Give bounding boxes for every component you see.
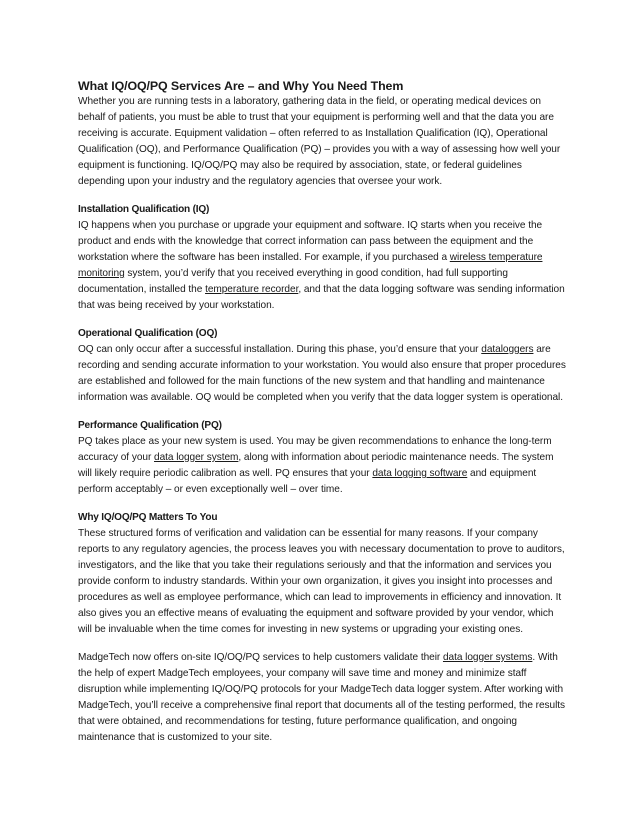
why-heading: Why IQ/OQ/PQ Matters To You: [78, 512, 218, 523]
madgetech-text-1: MadgeTech now offers on-site IQ/OQ/PQ services to help customers validate their: [78, 652, 443, 663]
oq-text-2: are recording and sending accurate information to your workstation. You would also ensure that proper procedures are established and followed for the main functions of the new system and that handling and maintenance information was available. OQ would be completed when you verify that the data logger system is operational.: [78, 344, 566, 403]
temperature-recorder-link[interactable]: temperature recorder: [205, 284, 299, 295]
oq-heading: Operational Qualification (OQ): [78, 328, 218, 339]
why-section: [78, 510, 566, 638]
data-logger-systems-link[interactable]: data logger systems: [442, 652, 533, 663]
data-logging-software-link[interactable]: data logging software: [372, 468, 468, 479]
oq-section: [78, 326, 566, 406]
why-text: These structured forms of verification and validation can be essential for many reasons. If your company reports to any regulatory agencies, the process leaves you with necessary documentation to prove to auditors, investigators, and the like that you take their regulations seriously and that the information and services you provide conform to industry standards. Within your own organization, it gives you insight into processes and procedures as well as employee performance, which can lead to improvements in efficiency and innovation. It also gives you an effective means of evaluating the equipment and software provided by your vendor, which will be invaluable when the time comes for investing in new systems or upgrading your existing ones.: [78, 528, 565, 635]
intro-paragraph: Whether you are running tests in a laboratory, gathering data in the field, or operating medical devices on behalf of patients, you must be able to trust that your equipment is performing well and that the data you are receiving is accurate. Equipment validation – often referred to as Installation Qualification (IQ), Operational Qualification (OQ), and Performance Qualification (PQ) – provides you with a way of assessing how well your equipment is functioning. IQ/OQ/PQ may also be required by association, state, or federal guidelines depending upon your industry and the regulatory agencies that oversee your work.: [78, 96, 561, 187]
iq-heading: Installation Qualification (IQ): [78, 204, 210, 215]
madgetech-section: [78, 650, 566, 746]
pq-heading: Performance Qualification (PQ): [78, 420, 222, 431]
pq-text-2: , along with information about periodic maintenance needs. The system will likely require periodic calibration as well. PQ ensures that your: [78, 452, 554, 479]
iq-text-1: IQ happens when you purchase or upgrade your equipment and software. IQ starts when you receive the product and ends with the knowledge that correct information can pass between the equipment and the workstation where the software has been installed. For example, if you purchased a: [78, 220, 543, 263]
data-logger-system-link[interactable]: data logger system: [154, 452, 239, 463]
pq-section: [78, 418, 566, 498]
pq-text-1: PQ takes place as your new system is used. You may be given recommendations to enhance the long-term accuracy of your: [78, 436, 552, 463]
iq-text-3: , and that the data logging software was sending information that was being received by your workstation.: [78, 284, 565, 311]
wireless-temperature-monitoring-link[interactable]: wireless temperature monitoring: [78, 252, 543, 279]
oq-text-1: OQ can only occur after a successful installation. During this phase, you’d ensure that your: [78, 344, 482, 355]
document-title: What IQ/OQ/PQ Services Are – and Why You Need Them: [78, 79, 404, 93]
iq-text-2: system, you’d verify that you received everything in good condition, had full supporting documentation, installed the: [78, 268, 508, 295]
pq-text-3: and equipment perform acceptably – or even exceptionally well – over time.: [78, 468, 537, 495]
iq-section: [78, 202, 566, 314]
dataloggers-link[interactable]: dataloggers: [481, 344, 534, 355]
document-page: [78, 78, 566, 758]
madgetech-text-2: . With the help of expert MadgeTech employees, your company will save time and money and minimize staff disruption while implementing IQ/OQ/PQ protocols for your MadgeTech data logger system. After working with MadgeTech, you’ll receive a comprehensive final report that documents all of the testing performed, the results that were obtained, and recommendations for testing, future performance qualification, and ongoing maintenance that is customized to your site.: [78, 652, 566, 743]
